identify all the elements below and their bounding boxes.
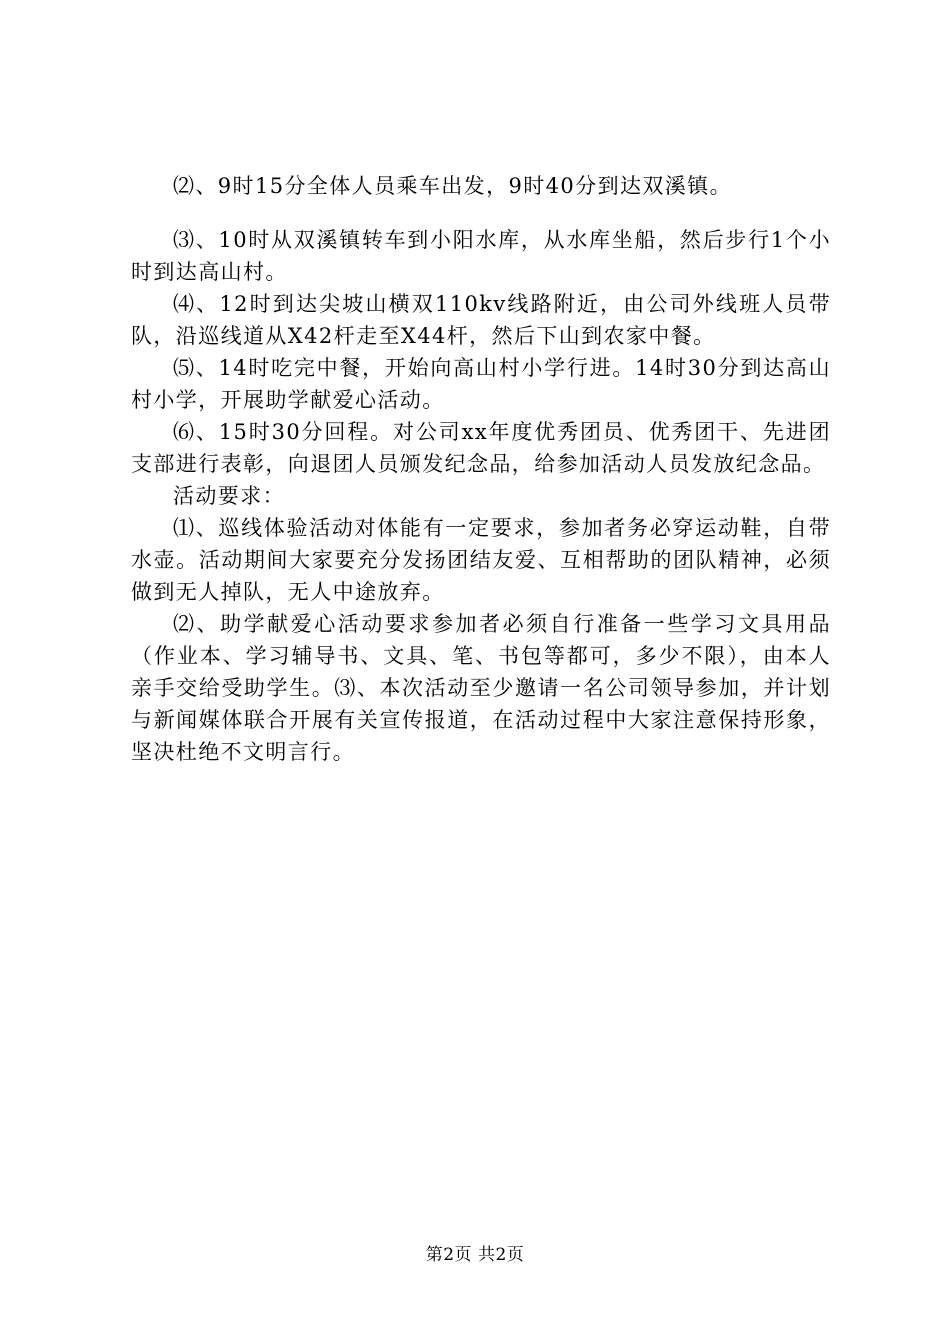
page-footer: 第2页 共2页 (425, 1245, 525, 1265)
paragraph-gap (131, 202, 831, 224)
requirements-heading: 活动要求： (173, 484, 285, 508)
schedule-item-2: ⑵、9时15分全体人员乘车出发，9时40分到达双溪镇。 (173, 174, 732, 198)
schedule-item-6: ⑹、15时30分回程。对公司xx年度优秀团员、优秀团干、先进团支部进行表彰，向退团人员颁发纪念品，给参加活动人员发放纪念品。 (131, 420, 831, 476)
requirement-item-2: ⑵、助学献爱心活动要求参加者必须自行准备一些学习文具用品（作业本、学习辅导书、文具、笔、书包等都可，多少不限），由本人亲手交给受助学生。⑶、本次活动至少邀请一名公司领导参加，并计划与新闻媒体联合开展有关宣传报道，在活动过程中大家注意保持形象，坚决杜绝不文明言行。 (131, 612, 831, 764)
schedule-item-5: ⑸、14时吃完中餐，开始向高山村小学行进。14时30分到达高山村小学，开展助学献爱心活动。 (131, 356, 831, 412)
schedule-item-3: ⑶、10时从双溪镇转车到小阳水库，从水库坐船，然后步行1个小时到达高山村。 (131, 228, 831, 284)
schedule-item-4: ⑷、12时到达尖坡山横双110kv线路附近，由公司外线班人员带队，沿巡线道从X42杆走至X44杆，然后下山到农家中餐。 (131, 292, 831, 348)
requirement-item-1: ⑴、巡线体验活动对体能有一定要求，参加者务必穿运动鞋，自带水壶。活动期间大家要充分发扬团结友爱、互相帮助的团队精神，必须做到无人掉队，无人中途放弃。 (131, 516, 831, 604)
document-body (131, 170, 831, 768)
